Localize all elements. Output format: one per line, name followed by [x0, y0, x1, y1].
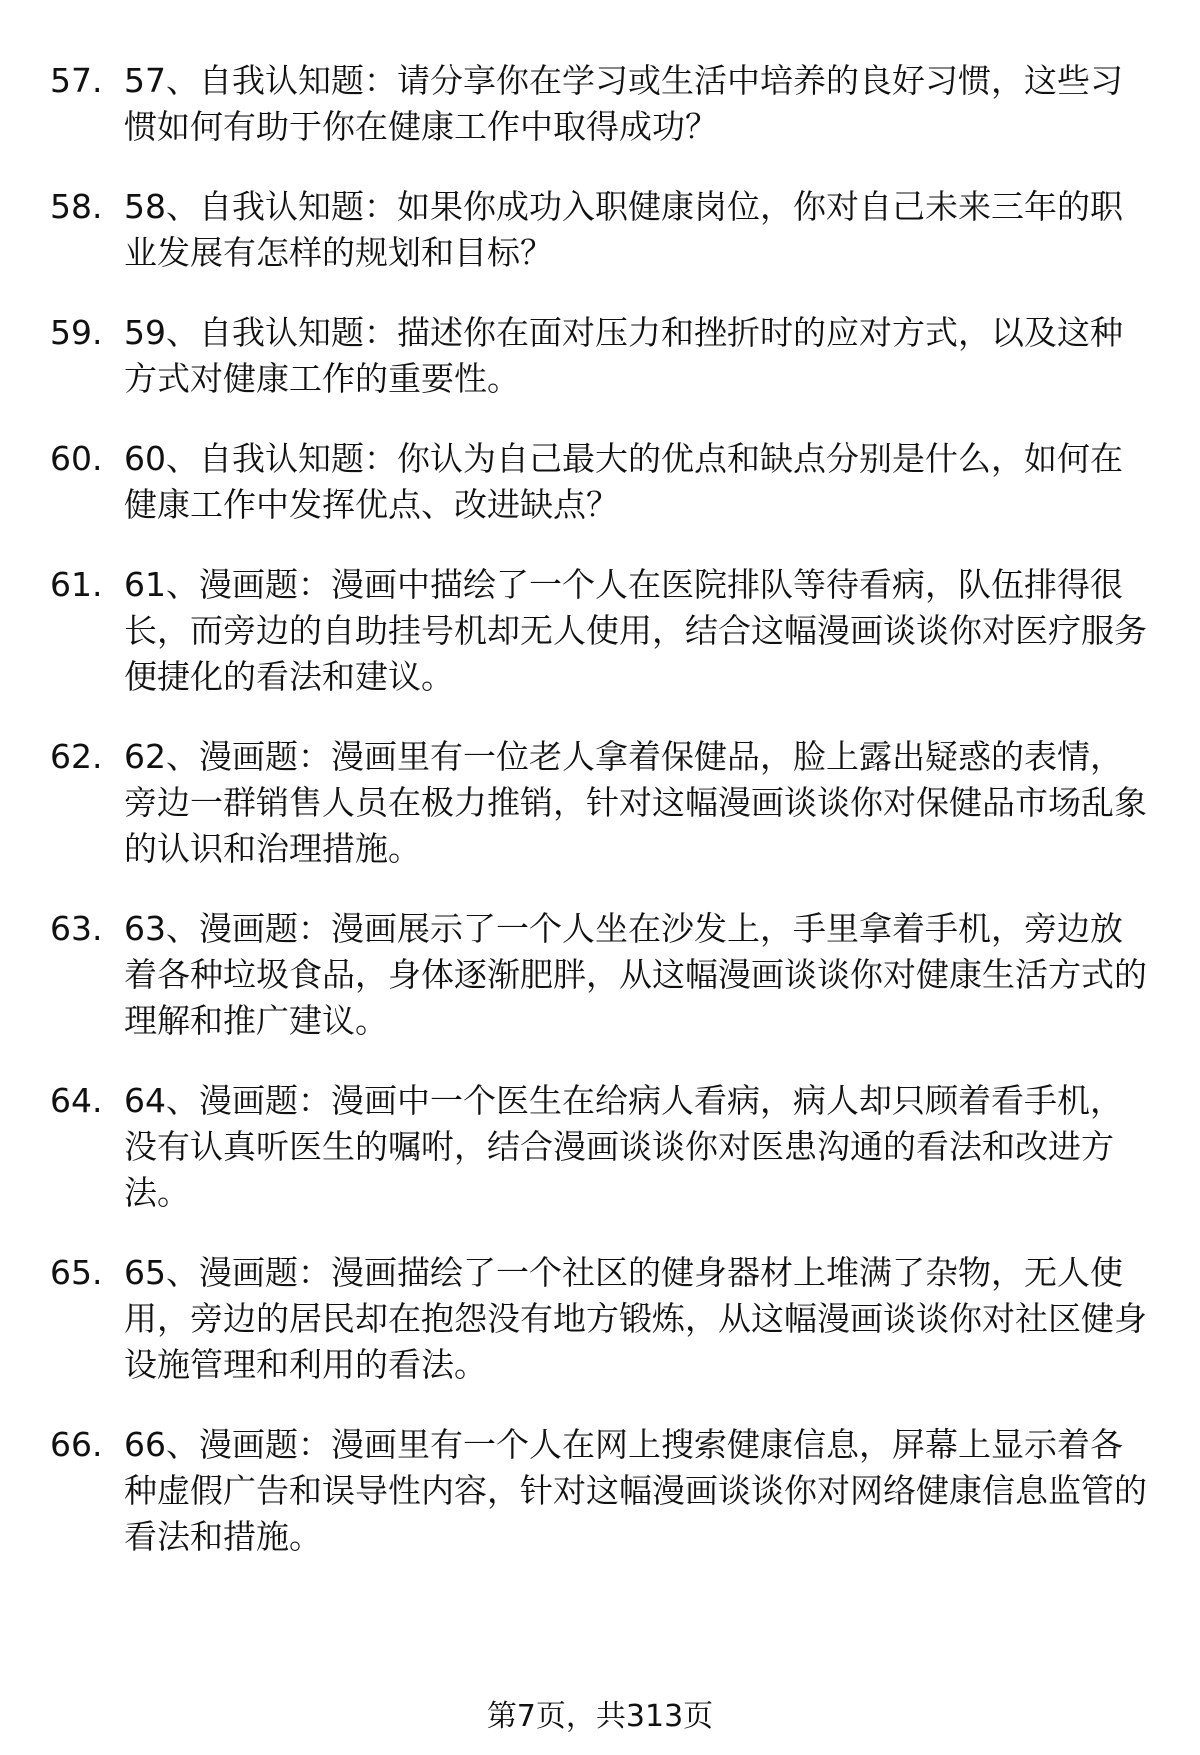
question-text: 65、漫画题：漫画描绘了一个社区的健身器材上堆满了杂物，无人使用，旁边的居民却在抱怨没有地方锻炼，从这幅漫画谈谈你对社区健身设施管理和利用的看法。 — [124, 1253, 1147, 1384]
question-text: 59、自我认知题：描述你在面对压力和挫折时的应对方式，以及这种方式对健康工作的重要性。 — [124, 313, 1123, 398]
question-text: 63、漫画题：漫画展示了一个人坐在沙发上，手里拿着手机，旁边放着各种垃圾食品，身体逐渐肥胖，从这幅漫画谈谈你对健康生活方式的理解和推广建议。 — [124, 909, 1147, 1040]
question-number: 60. — [50, 439, 103, 478]
question-item — [50, 1422, 1150, 1560]
question-number: 58. — [50, 187, 103, 226]
question-number: 61. — [50, 565, 103, 604]
question-text: 62、漫画题：漫画里有一位老人拿着保健品，脸上露出疑惑的表情，旁边一群销售人员在极力推销，针对这幅漫画谈谈你对保健品市场乱象的认识和治理措施。 — [124, 737, 1147, 868]
question-text: 57、自我认知题：请分享你在学习或生活中培养的良好习惯，这些习惯如何有助于你在健康工作中取得成功？ — [124, 61, 1123, 146]
question-number: 63. — [50, 909, 103, 948]
question-item — [50, 734, 1150, 872]
question-text: 58、自我认知题：如果你成功入职健康岗位，你对自己未来三年的职业发展有怎样的规划和目标？ — [124, 187, 1123, 272]
question-item — [50, 184, 1150, 276]
question-item — [50, 436, 1150, 528]
question-item — [50, 906, 1150, 1044]
question-item — [50, 562, 1150, 700]
question-text: 66、漫画题：漫画里有一个人在网上搜索健康信息，屏幕上显示着各种虚假广告和误导性内容，针对这幅漫画谈谈你对网络健康信息监管的看法和措施。 — [124, 1425, 1147, 1556]
question-text: 60、自我认知题：你认为自己最大的优点和缺点分别是什么，如何在健康工作中发挥优点、改进缺点？ — [124, 439, 1123, 524]
question-number: 62. — [50, 737, 103, 776]
question-item — [50, 1250, 1150, 1388]
question-text: 61、漫画题：漫画中描绘了一个人在医院排队等待看病，队伍排得很长，而旁边的自助挂号机却无人使用，结合这幅漫画谈谈你对医疗服务便捷化的看法和建议。 — [124, 565, 1147, 696]
question-number: 66. — [50, 1425, 103, 1464]
question-item — [50, 310, 1150, 402]
question-number: 64. — [50, 1081, 103, 1120]
question-text: 64、漫画题：漫画中一个医生在给病人看病，病人却只顾着看手机，没有认真听医生的嘱咐，结合漫画谈谈你对医患沟通的看法和改进方法。 — [124, 1081, 1123, 1212]
question-item — [50, 58, 1150, 150]
question-number: 59. — [50, 313, 103, 352]
question-number: 57. — [50, 61, 103, 100]
page-footer: 第7页，共313页 — [486, 1699, 714, 1734]
question-item — [50, 1078, 1150, 1216]
question-list — [50, 58, 1150, 1594]
question-number: 65. — [50, 1253, 103, 1292]
